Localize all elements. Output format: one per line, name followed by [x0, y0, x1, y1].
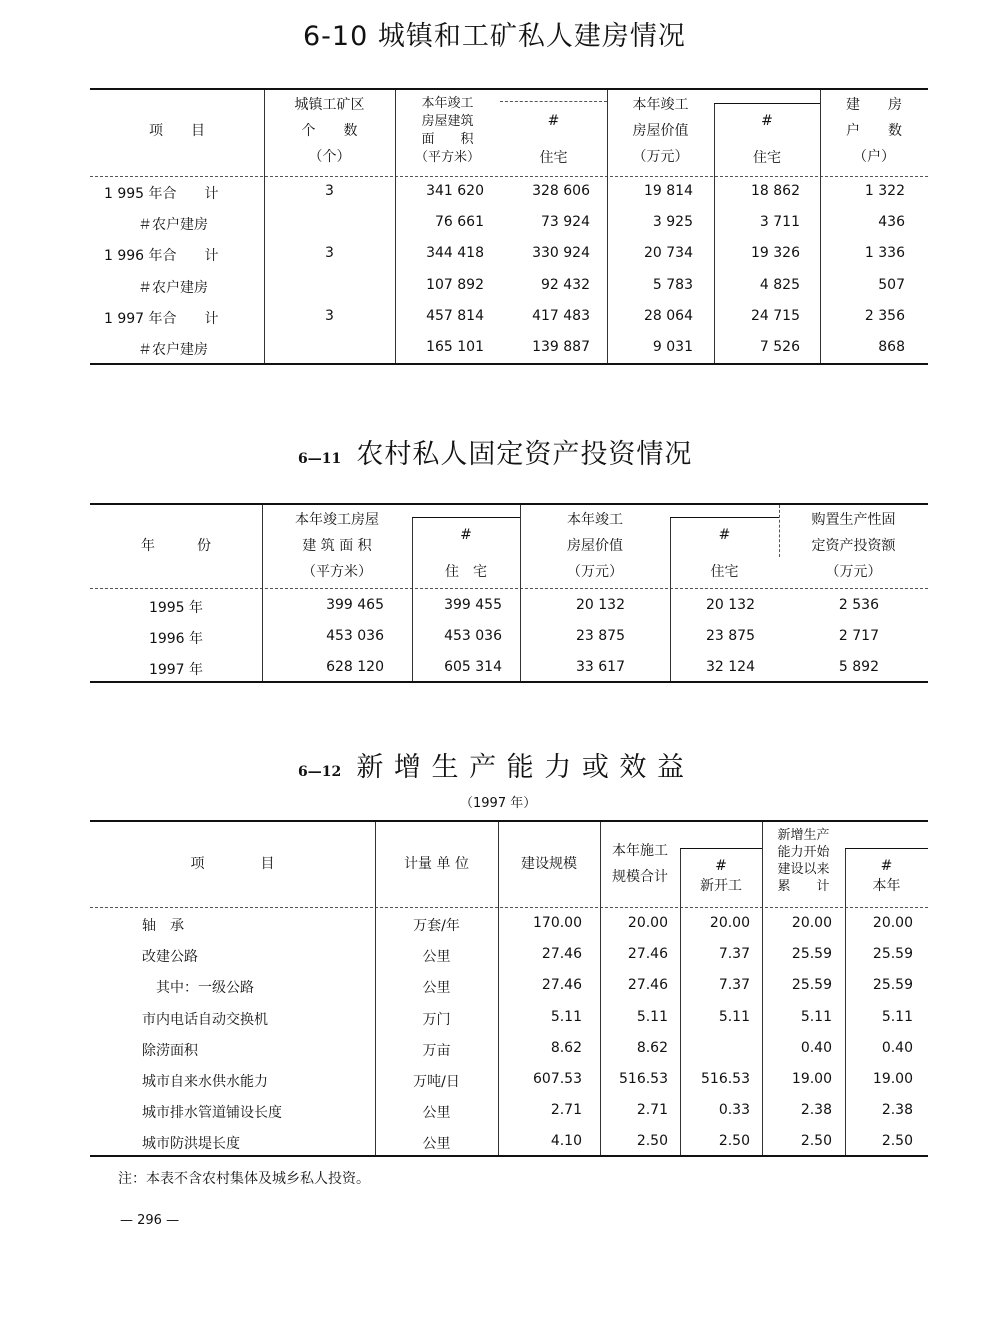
header-zones-1: 城镇工矿区	[294, 97, 365, 113]
cell-area: 453 036	[326, 628, 384, 644]
header-zones-2: 个 数	[301, 123, 358, 139]
cell-unit: 公里	[422, 980, 451, 997]
header-investment-1: 购置生产性固	[811, 512, 896, 528]
header-unit: 计量 单 位	[404, 856, 469, 872]
header-area-1: 本年竣工	[421, 96, 474, 111]
cell-year: 5.11	[881, 1008, 913, 1025]
header-new-hash: #	[715, 858, 727, 874]
header-this-year: 本年	[872, 878, 901, 894]
cell-total: 27.46	[627, 977, 668, 994]
cell-cum: 2.50	[800, 1133, 832, 1150]
cell-zones: 3	[325, 245, 334, 262]
cell-value_res: 18 862	[751, 183, 800, 199]
cell-cum: 20.00	[791, 915, 832, 931]
cell-cum: 2.38	[800, 1102, 832, 1119]
header-area-res: 住 宅	[445, 564, 487, 580]
cell-value: 5 783	[652, 276, 693, 293]
cell-scale: 607.53	[533, 1071, 582, 1087]
cell-total: 2.50	[636, 1133, 668, 1150]
header-area-1: 本年竣工房屋	[295, 512, 379, 528]
cell-value: 9 031	[652, 339, 693, 355]
header-capacity-1: 新增生产	[777, 828, 830, 843]
cell-unit: 万门	[422, 1011, 451, 1028]
cell-value: 28 064	[644, 307, 693, 324]
header-value-3: （万元）	[567, 564, 623, 580]
cell-item: 城市防洪堤长度	[142, 1136, 240, 1153]
cell-area: 165 101	[426, 339, 484, 355]
header-value-res: 住宅	[710, 564, 739, 580]
header-year: 年 份	[141, 538, 211, 554]
header-households-3: （户）	[853, 149, 895, 165]
cell-scale: 27.46	[541, 946, 582, 963]
cell-label: 1 995 年合 计	[104, 186, 219, 202]
cell-label: ＃农户建房	[138, 342, 208, 358]
cell-area_res: 73 924	[541, 214, 590, 231]
cell-value_res: 23 875	[706, 628, 755, 644]
header-value-1: 本年竣工	[567, 512, 623, 528]
cell-unit: 万套/年	[413, 918, 460, 934]
cell-total: 516.53	[619, 1071, 668, 1087]
header-value-3: （万元）	[632, 149, 689, 165]
cell-area_res: 139 887	[532, 339, 590, 355]
header-value-1: 本年竣工	[632, 97, 689, 113]
header-value-2: 房屋价值	[632, 123, 689, 139]
header-capacity-4: 累 计	[777, 879, 830, 894]
cell-scale: 170.00	[533, 915, 582, 931]
cell-item: 其中：一级公路	[142, 980, 254, 997]
cell-area: 341 620	[426, 183, 484, 199]
cell-year: 1997 年	[148, 662, 204, 678]
cell-label: ＃农户建房	[138, 217, 208, 234]
cell-new: 7.37	[718, 946, 750, 963]
header-value-hash: #	[718, 527, 731, 543]
cell-total: 8.62	[636, 1039, 668, 1056]
cell-value_res: 4 825	[759, 276, 800, 293]
cell-area: 107 892	[426, 276, 484, 293]
cell-value_res: 20 132	[706, 597, 755, 613]
header-scale: 建设规模	[521, 856, 577, 872]
header-households-2: 户 数	[846, 123, 902, 139]
table-6-12-number: 6—12	[298, 764, 342, 780]
header-households-1: 建 房	[846, 97, 902, 113]
table-6-12-title: 新 增 生 产 能 力 或 效 益	[356, 752, 685, 783]
cell-value_res: 32 124	[706, 659, 755, 675]
header-capacity-3: 建设以来	[777, 862, 830, 877]
cell-total: 2.71	[636, 1102, 668, 1119]
table-note: 注：本表不含农村集体及城乡私人投资。	[118, 1171, 370, 1187]
cell-value_res: 19 326	[751, 245, 800, 262]
cell-label: 1 996 年合 计	[104, 248, 219, 265]
header-area-3: 面 积	[421, 132, 474, 147]
cell-area_res: 330 924	[532, 245, 590, 262]
cell-new: 5.11	[718, 1008, 750, 1025]
header-area-4: （平方米）	[414, 150, 480, 165]
header-zones-3: （个）	[308, 149, 351, 165]
cell-inv: 5 892	[838, 659, 879, 675]
cell-unit: 万吨/日	[413, 1074, 460, 1090]
cell-area: 344 418	[426, 245, 484, 262]
cell-scale: 4.10	[550, 1133, 582, 1150]
header-investment-2: 定资产投资额	[811, 538, 896, 554]
cell-area_res: 605 314	[444, 659, 502, 675]
cell-unit: 万亩	[422, 1042, 451, 1059]
cell-scale: 8.62	[550, 1039, 582, 1056]
cell-item: 市内电话自动交换机	[142, 1011, 268, 1028]
cell-cum: 25.59	[791, 946, 832, 963]
header-item: 项 目	[190, 856, 275, 872]
cell-year: 25.59	[872, 977, 913, 994]
header-item: 项 目	[149, 123, 205, 139]
cell-scale: 27.46	[541, 977, 582, 994]
cell-scale: 5.11	[550, 1008, 582, 1025]
cell-area_res: 92 432	[541, 276, 590, 293]
cell-total: 27.46	[627, 946, 668, 963]
cell-new: 0.33	[718, 1102, 750, 1119]
cell-area_res: 417 483	[532, 307, 590, 324]
header-total-2: 规模合计	[612, 869, 668, 885]
cell-new: 20.00	[709, 915, 750, 931]
cell-year: 19.00	[872, 1071, 913, 1087]
cell-item: 除涝面积	[142, 1042, 198, 1059]
cell-value: 20 132	[576, 597, 625, 613]
cell-label: 1 997 年合 计	[104, 310, 219, 327]
cell-hh: 1 322	[864, 183, 905, 199]
cell-area_res: 453 036	[444, 628, 502, 644]
cell-cum: 25.59	[791, 977, 832, 994]
cell-value_res: 24 715	[751, 307, 800, 324]
cell-total: 5.11	[636, 1008, 668, 1025]
cell-value: 20 734	[644, 245, 693, 262]
table-6-11-number: 6—11	[298, 451, 342, 467]
header-value-hash: #	[761, 113, 773, 129]
cell-unit: 公里	[422, 949, 451, 966]
cell-area: 76 661	[435, 214, 484, 231]
header-total-1: 本年施工	[612, 843, 668, 859]
cell-inv: 2 717	[838, 628, 879, 644]
header-investment-3: （万元）	[825, 564, 882, 580]
cell-cum: 5.11	[800, 1008, 832, 1025]
table-6-11-title: 农村私人固定资产投资情况	[356, 439, 693, 470]
header-area-hash: #	[460, 527, 472, 543]
cell-unit: 公里	[422, 1105, 451, 1122]
cell-value_res: 7 526	[759, 339, 800, 355]
cell-area: 399 465	[326, 597, 384, 613]
cell-hh: 507	[878, 276, 905, 293]
cell-area_res: 399 455	[444, 597, 502, 613]
cell-value: 23 875	[576, 628, 625, 644]
table-6-12-subtitle: （1997 年）	[460, 796, 537, 811]
cell-year: 1996 年	[148, 631, 204, 647]
cell-value: 33 617	[576, 659, 625, 675]
cell-new: 516.53	[701, 1071, 750, 1087]
cell-year: 20.00	[872, 915, 913, 931]
cell-new: 2.50	[718, 1133, 750, 1150]
cell-year: 2.50	[881, 1133, 913, 1150]
cell-new: 7.37	[718, 977, 750, 994]
cell-year: 2.38	[881, 1102, 913, 1119]
cell-cum: 0.40	[800, 1039, 832, 1056]
page-number: — 296 —	[120, 1213, 180, 1228]
cell-value_res: 3 711	[759, 214, 800, 231]
cell-label: ＃农户建房	[138, 279, 208, 296]
cell-area: 628 120	[326, 659, 384, 675]
cell-year: 1995 年	[148, 600, 204, 616]
cell-year: 0.40	[881, 1039, 913, 1056]
cell-hh: 1 336	[864, 245, 905, 262]
cell-value: 3 925	[652, 214, 693, 231]
header-capacity-2: 能力开始	[777, 845, 830, 860]
cell-zones: 3	[325, 307, 334, 324]
header-area-2: 建 筑 面 积	[302, 538, 372, 554]
header-area-2: 房屋建筑	[421, 114, 474, 129]
cell-hh: 868	[878, 339, 905, 355]
table-6-10-title: 6-10 城镇和工矿私人建房情况	[303, 21, 686, 52]
cell-item: 改建公路	[142, 949, 198, 966]
cell-value: 19 814	[644, 183, 693, 199]
header-value-res: 住宅	[753, 150, 781, 166]
cell-hh: 2 356	[864, 307, 905, 324]
cell-year: 25.59	[872, 946, 913, 963]
header-year-hash: #	[880, 858, 893, 874]
cell-inv: 2 536	[838, 597, 879, 613]
header-area-hash: #	[547, 113, 560, 129]
cell-area: 457 814	[426, 307, 484, 324]
header-area-3: （平方米）	[302, 564, 372, 580]
cell-unit: 公里	[422, 1136, 451, 1153]
cell-zones: 3	[325, 183, 334, 199]
header-new-start: 新开工	[700, 878, 742, 894]
cell-cum: 19.00	[791, 1071, 832, 1087]
cell-item: 城市自来水供水能力	[142, 1074, 268, 1090]
cell-area_res: 328 606	[532, 183, 590, 199]
header-area-res: 住宅	[539, 150, 568, 166]
cell-item: 轴 承	[142, 918, 184, 934]
cell-hh: 436	[878, 214, 905, 231]
header-value-2: 房屋价值	[567, 538, 623, 554]
cell-item: 城市排水管道铺设长度	[142, 1105, 282, 1122]
cell-scale: 2.71	[550, 1102, 582, 1119]
cell-total: 20.00	[627, 915, 668, 931]
